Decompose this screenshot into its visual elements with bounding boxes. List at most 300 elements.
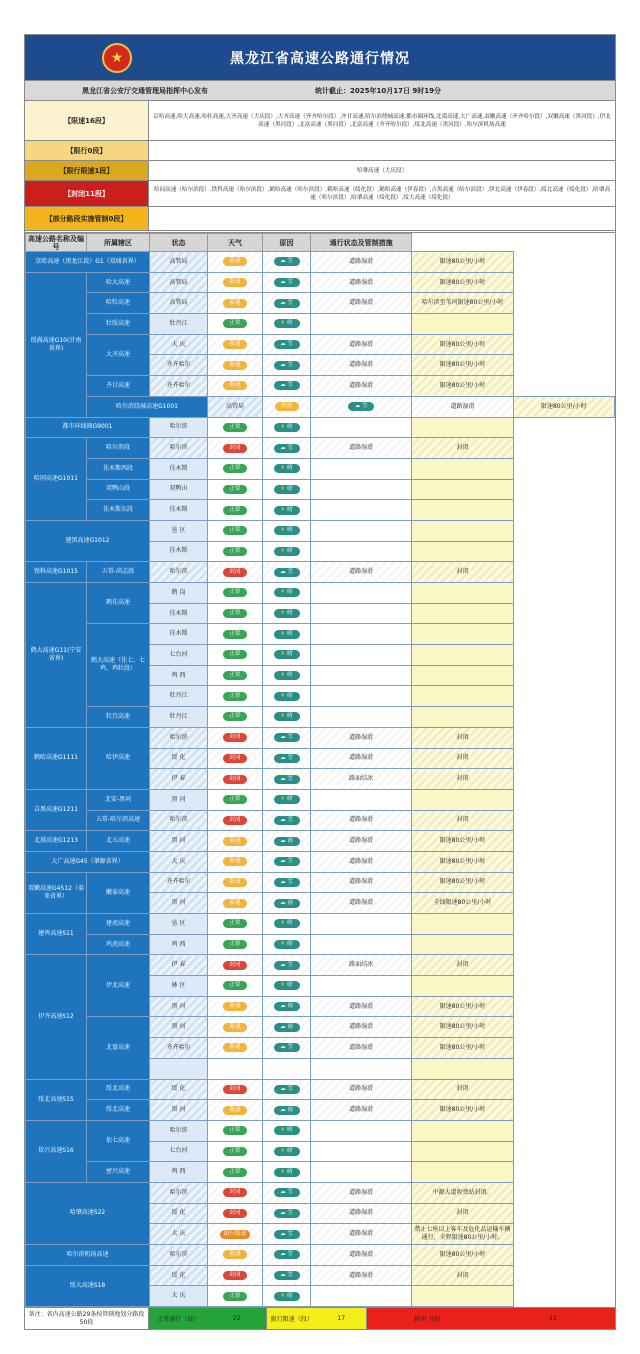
reason-cell <box>311 1286 412 1307</box>
measure-cell <box>412 934 513 955</box>
district-cell: 黑 河 <box>150 1017 208 1038</box>
snow-cloud-icon: ☁ <box>280 1085 288 1092</box>
summary-row <box>25 161 615 181</box>
weather-badge <box>274 1085 300 1094</box>
weather-badge <box>274 733 300 742</box>
weather-badge <box>274 712 300 721</box>
highway-name-cell: 都市环线圈G9001 <box>26 417 150 438</box>
weather-cell <box>263 996 311 1017</box>
weather-cell <box>263 1120 311 1141</box>
measure-cell: 封闭 <box>412 727 513 748</box>
weather-cell <box>263 1245 311 1266</box>
district-cell: 哈尔滨 <box>150 1182 208 1203</box>
measure-cell: 限速80公里/小时 <box>412 872 513 893</box>
section-name-cell: 五常-尚志段 <box>87 562 150 583</box>
reason-cell <box>311 624 412 645</box>
district-cell: 垦 区 <box>150 520 208 541</box>
reason-cell: 道路湿滑 <box>311 1245 412 1266</box>
weather-cell <box>263 1141 311 1162</box>
reason-cell <box>311 789 412 810</box>
table-row <box>26 1100 615 1121</box>
sun-icon: ☀ <box>280 1168 288 1175</box>
reason-cell <box>311 1162 412 1183</box>
snow-cloud-icon: ☁ <box>280 279 288 286</box>
snow-cloud-icon: ☁ <box>280 1251 288 1258</box>
status-cell <box>208 458 263 479</box>
weather-text: 雪 <box>287 775 293 782</box>
status-badge: 正常 <box>223 1168 247 1177</box>
highway-name-cell: 哈尔滨绕城高速G1001 <box>87 396 208 417</box>
column-header: 原因 <box>263 234 311 252</box>
measure-cell: 限速80公里/小时 <box>513 396 614 417</box>
district-cell: 黑 河 <box>150 893 208 914</box>
reason-cell <box>311 583 412 604</box>
district-cell: 哈尔滨 <box>150 417 208 438</box>
measure-cell: 封闭 <box>412 1265 513 1286</box>
highway-name-cell: 绥北高速S15 <box>26 1079 87 1120</box>
reason-cell <box>311 1120 412 1141</box>
status-cell <box>263 396 311 417</box>
status-cell <box>208 665 263 686</box>
traffic-report-sheet <box>24 34 616 1330</box>
district-cell: 佳木斯 <box>150 624 208 645</box>
weather-cell <box>263 1058 311 1079</box>
reason-cell <box>311 707 412 728</box>
reason-cell: 道路湿滑 <box>311 1203 412 1224</box>
weather-cell <box>263 1265 311 1286</box>
weather-cell <box>263 1203 311 1224</box>
weather-badge <box>348 402 374 411</box>
weather-text: 晴 <box>287 527 293 534</box>
summary-label: 【限行0段】 <box>25 141 149 160</box>
weather-text: 雪 <box>287 1044 293 1051</box>
status-cell <box>208 810 263 831</box>
status-badge: 限速 <box>223 1023 247 1032</box>
weather-cell <box>263 438 311 459</box>
status-cell <box>208 686 263 707</box>
reason-cell: 道路湿滑 <box>311 1182 412 1203</box>
snow-cloud-icon: ☁ <box>280 1272 288 1279</box>
weather-cell <box>263 810 311 831</box>
measure-cell: 限速80公里/小时 <box>412 1245 513 1266</box>
status-cell <box>208 893 263 914</box>
status-cell <box>208 1058 263 1079</box>
measure-cell <box>412 1162 513 1183</box>
weather-text: 晴 <box>287 1127 293 1134</box>
table-row <box>26 520 615 541</box>
table-row <box>26 851 615 872</box>
weather-text: 晴 <box>287 630 293 637</box>
snow-cloud-icon: ☁ <box>280 568 288 575</box>
weather-cell <box>263 376 311 397</box>
sun-icon: ☀ <box>280 982 288 989</box>
table-header-row <box>26 234 615 252</box>
status-badge: 正常 <box>223 795 247 804</box>
status-badge: 正常 <box>223 981 247 990</box>
measure-cell: 封闭 <box>412 955 513 976</box>
weather-badge <box>274 1230 300 1239</box>
weather-text: 雪 <box>362 403 368 410</box>
district-cell: 高管局 <box>150 252 208 273</box>
status-badge: 限速 <box>223 381 247 390</box>
reason-cell: 道路湿滑 <box>311 1038 412 1059</box>
weather-text: 晴 <box>287 651 293 658</box>
weather-badge <box>274 609 300 618</box>
weather-text: 雪 <box>287 444 293 451</box>
snow-cloud-icon: ☁ <box>280 258 288 265</box>
summary-text: 哈同高速（哈尔滨段）,铁科高速（哈尔滨段）,鹤哈高速（哈尔滨段）,鹤哈高速（绥化段）,鹤哈高速（伊春段）,吉黑高速（哈尔滨段）,伊北高速（伊春段）,绥北高速（绥化段）,哈肇高速（哈尔滨段）,哈肇高速（绥化段）,绥大高速（绥化段） <box>149 181 615 206</box>
weather-cell <box>263 355 311 376</box>
district-cell: 鸡 西 <box>150 1162 208 1183</box>
status-cell <box>208 583 263 604</box>
weather-cell <box>263 665 311 686</box>
reason-cell <box>311 500 412 521</box>
sun-icon: ☀ <box>280 589 288 596</box>
weather-text: 雪 <box>287 754 293 761</box>
district-cell: 伊 春 <box>150 769 208 790</box>
reason-cell <box>311 665 412 686</box>
status-cell <box>208 707 263 728</box>
sun-icon: ☀ <box>280 672 288 679</box>
weather-text: 晴 <box>287 423 293 430</box>
sun-icon: ☀ <box>280 547 288 554</box>
status-badge: 封闭 <box>223 568 247 577</box>
rain-cloud-icon: ☁ <box>280 899 288 906</box>
district-cell: 佳木斯 <box>150 541 208 562</box>
district-cell: 绥 化 <box>150 1203 208 1224</box>
summary-text: 京哈高速,哈大高速,哈牡高速,大齐高速（大庆段）,大齐高速（齐齐哈尔段）,齐甘高速,哈尔滨绕城高速,都市圈环线,北漠高速,大广高速,双嫩高速（齐齐哈尔段）,双嫩高速（黑河段）,伊北高速（黑河段）,北富高速（黑河段）,北富高速（齐齐哈尔段）,绥北高速（黑河段）,哈尔滨机场高速 <box>149 101 615 140</box>
weather-cell <box>263 769 311 790</box>
weather-text: 雪 <box>287 816 293 823</box>
measure-cell <box>412 583 513 604</box>
status-badge: 封闭 <box>223 733 247 742</box>
weather-badge <box>274 775 300 784</box>
weather-badge <box>274 506 300 515</box>
section-name-cell: 北安-黑河 <box>87 789 150 810</box>
measure-cell: 封闭 <box>412 1203 513 1224</box>
reason-cell: 道路湿滑 <box>311 562 412 583</box>
sun-icon: ☀ <box>280 527 288 534</box>
status-cell <box>208 914 263 935</box>
district-cell: 七台河 <box>150 645 208 666</box>
reason-cell: 道路湿滑 <box>311 1224 412 1245</box>
table-row <box>26 727 615 748</box>
highway-name-cell: 北漠高速G1213 <box>26 831 87 852</box>
status-cell <box>208 562 263 583</box>
reason-cell <box>311 520 412 541</box>
reason-cell <box>311 645 412 666</box>
column-header: 高速公路名称及编号 <box>26 234 87 252</box>
status-cell <box>208 1120 263 1141</box>
reason-cell: 道路湿滑 <box>311 996 412 1017</box>
summary-label: 【部分路段实施管制0段】 <box>25 207 149 230</box>
weather-badge <box>274 899 300 908</box>
district-cell: 佳木斯 <box>150 500 208 521</box>
status-cell <box>208 252 263 273</box>
measure-cell <box>412 624 513 645</box>
highway-name-cell: 建黑高速G1012 <box>26 520 150 561</box>
section-name-cell: 鸡虎高速 <box>87 934 150 955</box>
stat-time-text: 统计截止：2025年10月17日 9时19分 <box>315 86 442 95</box>
status-badge: 正常 <box>223 630 247 639</box>
weather-cell <box>263 293 311 314</box>
status-cell <box>208 334 263 355</box>
measure-cell <box>412 1286 513 1307</box>
road-status-table <box>25 233 615 1307</box>
district-cell: 高管局 <box>150 293 208 314</box>
table-row <box>26 562 615 583</box>
weather-text: 雨 <box>287 1023 293 1030</box>
section-name-cell: 绥北高速 <box>87 1100 150 1121</box>
status-badge: 正常 <box>223 940 247 949</box>
weather-badge <box>274 816 300 825</box>
police-emblem-icon: ★ <box>102 43 132 73</box>
weather-text: 晴 <box>287 713 293 720</box>
highway-name-cell: 绥满高速G10(甘南省界) <box>26 272 87 417</box>
weather-cell <box>263 1100 311 1121</box>
weather-text: 雨 <box>287 1106 293 1113</box>
weather-cell <box>263 562 311 583</box>
measure-cell <box>412 914 513 935</box>
section-name-cell: 佳木斯西段 <box>87 458 150 479</box>
weather-badge <box>274 278 300 287</box>
weather-cell <box>263 1162 311 1183</box>
weather-text: 晴 <box>287 941 293 948</box>
district-cell: 鸡 西 <box>150 934 208 955</box>
district-cell: 牡丹江 <box>150 314 208 335</box>
status-cell <box>208 1017 263 1038</box>
summary-label: 【限行限速1段】 <box>25 161 149 180</box>
highway-name-cell: 铁科高速G1015 <box>26 562 87 583</box>
snow-cloud-icon: ☁ <box>280 775 288 782</box>
district-cell: 双鸭山 <box>150 479 208 500</box>
weather-text: 雪 <box>287 1251 293 1258</box>
highway-name-cell: 鹤大高速G11(宁安省界) <box>26 583 87 728</box>
district-cell: 哈尔滨 <box>150 1120 208 1141</box>
section-name-cell: 哈大高速 <box>87 272 150 293</box>
weather-text: 晴 <box>287 796 293 803</box>
status-cell <box>208 314 263 335</box>
weather-text: 雪 <box>287 1230 293 1237</box>
measure-cell: 限速80公里/小时 <box>412 1017 513 1038</box>
weather-badge <box>274 940 300 949</box>
weather-text: 雨 <box>287 899 293 906</box>
reason-cell: 道路湿滑 <box>311 252 412 273</box>
weather-text: 晴 <box>287 320 293 327</box>
weather-text: 雪 <box>287 1085 293 1092</box>
weather-badge <box>274 671 300 680</box>
status-badge: 限速 <box>223 899 247 908</box>
closed-count: 11 <box>549 1315 557 1323</box>
snow-cloud-icon: ☁ <box>280 858 288 865</box>
measure-cell: 限速80公里/小时 <box>412 1100 513 1121</box>
status-badge: 正常 <box>223 609 247 618</box>
district-cell: 黑 河 <box>150 1100 208 1121</box>
weather-cell <box>263 934 311 955</box>
status-badge: 正常 <box>223 692 247 701</box>
district-cell: 高管局 <box>150 272 208 293</box>
reason-cell <box>311 314 412 335</box>
rain-cloud-icon: ☁ <box>280 837 288 844</box>
district-cell: 大 庆 <box>150 1224 208 1245</box>
measure-cell: 限速80公里/小时 <box>412 996 513 1017</box>
summary-section <box>25 101 615 231</box>
weather-text: 雨 <box>287 837 293 844</box>
status-cell <box>208 1203 263 1224</box>
closed-count-block <box>367 1308 615 1329</box>
summary-text: 哈肇高速（大庆段） <box>149 161 615 180</box>
weather-cell <box>263 914 311 935</box>
highway-name-cell: 伊齐高速S12 <box>26 955 87 1079</box>
measure-cell: 封闭 <box>412 1079 513 1100</box>
weather-badge <box>274 257 300 266</box>
district-cell: 绥 化 <box>150 748 208 769</box>
status-badge: 正常 <box>223 485 247 494</box>
measure-cell: 封闭 <box>412 562 513 583</box>
status-badge: 限速 <box>223 278 247 287</box>
weather-cell <box>263 1017 311 1038</box>
summary-text <box>149 141 615 160</box>
measure-cell <box>412 645 513 666</box>
measure-cell <box>412 707 513 728</box>
status-badge: 封闭 <box>223 816 247 825</box>
status-badge: 正常 <box>223 506 247 515</box>
measure-cell: 中源大道收费站封闭。 <box>412 1182 513 1203</box>
column-header: 通行状态及管制措施 <box>311 234 412 252</box>
section-name-cell: 五常-哈尔滨高速 <box>87 810 150 831</box>
reason-cell: 道路湿滑 <box>311 748 412 769</box>
sun-icon: ☀ <box>280 920 288 927</box>
measure-cell <box>412 976 513 997</box>
table-row <box>26 1182 615 1203</box>
weather-cell <box>263 686 311 707</box>
status-badge: 正常 <box>223 423 247 432</box>
weather-cell <box>263 727 311 748</box>
column-header: 状态 <box>150 234 208 252</box>
district-cell: 林 区 <box>150 976 208 997</box>
district-cell: 佳木斯 <box>150 458 208 479</box>
weather-text: 晴 <box>287 547 293 554</box>
weather-cell <box>263 872 311 893</box>
reason-cell <box>311 934 412 955</box>
snow-cloud-icon: ☁ <box>280 754 288 761</box>
snow-cloud-icon: ☁ <box>280 299 288 306</box>
measure-cell: 全线限速80公里/小时 <box>412 893 513 914</box>
status-badge: 封闭 <box>223 1209 247 1218</box>
measure-cell <box>412 417 513 438</box>
section-name-cell: 绥北高速 <box>87 1079 150 1100</box>
weather-badge <box>274 630 300 639</box>
status-cell <box>208 1182 263 1203</box>
table-row <box>26 872 615 893</box>
highway-name-cell: 京哈高速（黑龙江段）G1（双城省界） <box>26 252 150 273</box>
table-row <box>26 583 615 604</box>
weather-text: 雪 <box>287 299 293 306</box>
status-cell <box>208 1265 263 1286</box>
highway-name-cell: 双嫩高速G4512（泰来省界） <box>26 872 87 913</box>
status-badge: 封闭 <box>223 1085 247 1094</box>
footer-bar <box>25 1307 615 1329</box>
district-cell: 哈尔滨 <box>150 727 208 748</box>
district-cell: 牡丹江 <box>150 707 208 728</box>
status-badge: 正常 <box>223 919 247 928</box>
table-row <box>26 252 615 273</box>
status-cell <box>208 1079 263 1100</box>
measure-cell <box>412 665 513 686</box>
table-row <box>26 1079 615 1100</box>
section-name-cell: 建虎高速 <box>87 914 150 935</box>
sun-icon: ☀ <box>280 465 288 472</box>
table-row <box>26 810 615 831</box>
measure-cell: 限速80公里/小时 <box>412 355 513 376</box>
reason-cell <box>311 1058 412 1079</box>
table-row <box>26 376 615 397</box>
weather-text: 雪 <box>287 1272 293 1279</box>
limit-label: 限行限速（段） <box>270 1316 313 1324</box>
sun-icon: ☀ <box>280 485 288 492</box>
weather-cell <box>263 1224 311 1245</box>
status-badge: 封闭 <box>223 444 247 453</box>
status-cell <box>208 1224 263 1245</box>
measure-cell <box>412 479 513 500</box>
measure-cell <box>412 314 513 335</box>
weather-cell <box>263 603 311 624</box>
sun-icon: ☀ <box>280 1292 288 1299</box>
snow-cloud-icon: ☁ <box>280 816 288 823</box>
snow-cloud-icon: ☁ <box>280 961 288 968</box>
weather-text: 晴 <box>287 920 293 927</box>
weather-badge <box>274 961 300 970</box>
normal-count-block <box>149 1308 267 1329</box>
status-badge: 限速 <box>223 837 247 846</box>
weather-text: 雪 <box>287 858 293 865</box>
weather-badge <box>274 919 300 928</box>
sun-icon: ☀ <box>280 1127 288 1134</box>
weather-cell <box>263 1286 311 1307</box>
highway-name-cell: 鹤哈高速G1111 <box>26 727 87 789</box>
page-title: 黑龙江省高速公路通行情况 <box>230 50 410 67</box>
table-row <box>26 1162 615 1183</box>
section-name-cell: 伊北高速 <box>87 955 150 1017</box>
measure-cell: 限速80公里/小时 <box>412 1038 513 1059</box>
weather-text: 晴 <box>287 465 293 472</box>
status-cell <box>208 789 263 810</box>
status-badge: 正常 <box>223 464 247 473</box>
reason-cell: 道路湿滑 <box>311 872 412 893</box>
table-row <box>26 1017 615 1038</box>
reason-cell: 路面结冰 <box>311 769 412 790</box>
snow-cloud-icon: ☁ <box>280 1230 288 1237</box>
rain-cloud-icon: ☁ <box>280 1106 288 1113</box>
weather-badge <box>274 857 300 866</box>
weather-text: 雪 <box>287 361 293 368</box>
status-cell <box>208 934 263 955</box>
sun-icon: ☀ <box>280 713 288 720</box>
weather-badge <box>274 1271 300 1280</box>
snow-cloud-icon: ☁ <box>280 1044 288 1051</box>
weather-badge <box>274 381 300 390</box>
status-cell <box>208 851 263 872</box>
reason-cell <box>311 1141 412 1162</box>
weather-cell <box>311 396 412 417</box>
highway-name-cell: 绥大高速S18 <box>26 1265 150 1306</box>
status-cell <box>208 1162 263 1183</box>
status-cell <box>208 376 263 397</box>
section-name-cell: 齐甘高速 <box>87 376 150 397</box>
status-badge: 正常 <box>223 1147 247 1156</box>
table-row <box>26 458 615 479</box>
status-badge: 限速 <box>223 857 247 866</box>
